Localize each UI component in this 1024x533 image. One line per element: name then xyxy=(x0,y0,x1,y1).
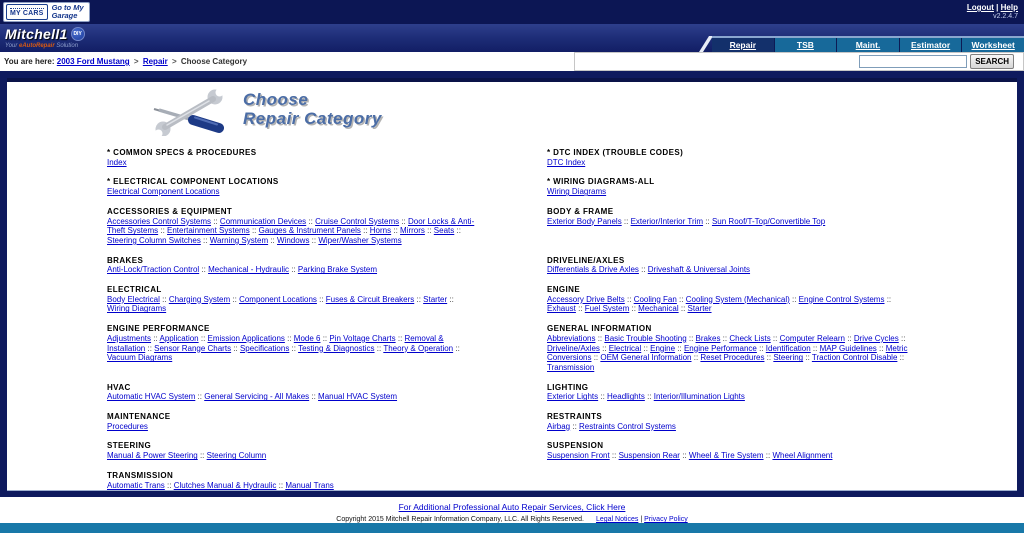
category-link[interactable]: Seats xyxy=(433,226,455,236)
link-separator: :: xyxy=(211,216,220,226)
tab-maint[interactable] xyxy=(836,38,899,52)
category-link[interactable]: Gauges & Instrument Panels xyxy=(258,226,361,236)
top-right-links xyxy=(967,3,1018,20)
link-separator: :: xyxy=(309,235,319,245)
category-links xyxy=(547,422,915,432)
link-separator: :: xyxy=(844,333,854,343)
category-row xyxy=(107,256,915,275)
category-link[interactable]: Transmission xyxy=(547,362,595,372)
category-link[interactable]: Engine Performance xyxy=(683,343,757,353)
search-panel xyxy=(574,52,1024,71)
breadcrumb-separator: > xyxy=(171,57,177,66)
link-separator: :: xyxy=(756,343,766,353)
license-plate-icon xyxy=(6,4,48,20)
logout-link[interactable]: Logout xyxy=(966,3,994,12)
tab-bar xyxy=(712,36,1024,52)
category-link[interactable]: Starter xyxy=(687,304,712,314)
link-separator: :: xyxy=(306,216,316,226)
category-link[interactable]: Cruise Control Systems xyxy=(315,216,400,226)
breadcrumb-section-link[interactable]: Repair xyxy=(142,57,168,66)
category-link[interactable]: Check Lists xyxy=(729,333,771,343)
category-links xyxy=(547,392,915,402)
category-link[interactable]: Brakes xyxy=(695,333,721,343)
category-link[interactable]: Horns xyxy=(369,226,392,236)
category-link[interactable]: Steering xyxy=(773,353,804,363)
link-separator: :: xyxy=(598,392,608,402)
category-link[interactable]: Adjustments xyxy=(107,333,152,343)
category-link[interactable]: Manual Trans xyxy=(285,480,334,490)
category-title: BRAKES xyxy=(107,255,144,265)
category-links xyxy=(107,422,475,432)
link-separator: :: xyxy=(764,353,774,363)
category-section xyxy=(107,285,475,314)
help-link[interactable]: Help xyxy=(1000,3,1018,12)
category-link[interactable]: Sensor Range Charts xyxy=(154,343,232,353)
category-link[interactable]: Body Electrical xyxy=(107,294,160,304)
breadcrumb-row xyxy=(0,52,1024,71)
category-link[interactable]: Traction Control Disable xyxy=(811,353,898,363)
category-title: LIGHTING xyxy=(547,382,589,392)
category-section xyxy=(547,412,915,431)
category-link[interactable]: Reset Procedures xyxy=(700,353,765,363)
link-separator: :: xyxy=(276,480,286,490)
category-title: DRIVELINE/AXLES xyxy=(547,255,625,265)
search-input[interactable] xyxy=(859,55,967,68)
category-link[interactable]: Exhaust xyxy=(547,304,576,314)
brand-tagline: Your eAutoRepair Solution xyxy=(5,43,79,49)
category-links xyxy=(547,334,915,373)
top-bar xyxy=(0,0,1024,24)
category-row xyxy=(107,324,915,373)
footer xyxy=(0,497,1024,523)
tab-label: TSB xyxy=(796,40,814,50)
category-link[interactable]: Index xyxy=(107,157,127,167)
category-link[interactable]: Headlights xyxy=(607,392,645,402)
category-link[interactable]: Mechanical - Hydraulic xyxy=(208,265,289,275)
category-link[interactable]: Application xyxy=(159,333,199,343)
category-link[interactable]: Suspension Front xyxy=(547,451,610,461)
page-title: Choose Repair Category xyxy=(243,90,382,128)
link-separator: :: xyxy=(770,333,780,343)
category-link[interactable]: Warning System xyxy=(209,235,269,245)
link-separator: :: xyxy=(395,333,405,343)
link-separator: :: xyxy=(575,304,585,314)
category-link[interactable]: MAP Guidelines xyxy=(819,343,877,353)
category-row xyxy=(107,207,915,246)
category-link[interactable]: Procedures xyxy=(107,421,148,431)
category-section xyxy=(547,256,915,275)
category-link[interactable]: Computer Relearn xyxy=(779,333,845,343)
link-separator: :: xyxy=(876,343,886,353)
link-separator: :: xyxy=(391,226,401,236)
main-panel xyxy=(7,78,1017,491)
category-link[interactable]: Anti-Lock/Traction Control xyxy=(107,265,200,275)
category-link[interactable]: Engine Control Systems xyxy=(798,294,885,304)
category-link[interactable]: Drive Cycles xyxy=(853,333,899,343)
link-separator: :: xyxy=(316,294,326,304)
link-separator: :: xyxy=(676,294,686,304)
category-title: GENERAL INFORMATION xyxy=(547,324,652,334)
category-link[interactable]: Electrical xyxy=(608,343,642,353)
category-link[interactable]: Component Locations xyxy=(239,294,317,304)
category-row xyxy=(107,412,915,431)
category-title: MAINTENANCE xyxy=(107,412,171,422)
category-section xyxy=(547,177,915,196)
link-separator: :: xyxy=(624,294,634,304)
category-link[interactable]: Exterior Lights xyxy=(547,392,599,402)
category-link[interactable]: Mirrors xyxy=(400,226,425,236)
search-button[interactable]: SEARCH xyxy=(970,54,1014,69)
link-separator: :: xyxy=(609,451,619,461)
category-row xyxy=(107,177,915,196)
link-separator: :: xyxy=(320,333,330,343)
content-background xyxy=(0,71,1024,497)
link-separator: :: xyxy=(360,226,370,236)
category-link[interactable]: Fuel System xyxy=(584,304,630,314)
category-link[interactable]: Removal & Installation xyxy=(107,333,444,353)
mitchell1-logo xyxy=(5,26,85,49)
breadcrumb-vehicle-link[interactable]: 2003 Ford Mustang xyxy=(56,57,130,66)
tab-estimator[interactable] xyxy=(899,38,962,52)
category-link[interactable]: Theory & Operation xyxy=(383,343,454,353)
category-link[interactable]: Steering Column Switches xyxy=(107,235,201,245)
link-separator: :: xyxy=(200,235,210,245)
breadcrumb xyxy=(4,57,247,66)
category-links xyxy=(547,158,915,168)
category-section xyxy=(547,383,915,402)
category-link[interactable]: Mode 6 xyxy=(293,333,321,343)
category-title: * WIRING DIAGRAMS-ALL xyxy=(547,177,655,187)
category-link[interactable]: DTC Index xyxy=(547,157,586,167)
category-row xyxy=(107,383,915,402)
link-separator: :: xyxy=(599,343,609,353)
category-link[interactable]: Windows xyxy=(277,235,310,245)
category-link[interactable]: Testing & Diagnostics xyxy=(298,343,375,353)
category-title: ACCESSORIES & EQUIPMENT xyxy=(107,206,233,216)
category-link[interactable]: Wiring Diagrams xyxy=(107,304,167,314)
link-separator: :: xyxy=(803,353,812,363)
category-link[interactable]: Basic Trouble Shooting xyxy=(604,333,687,343)
category-link[interactable]: Wiring Diagrams xyxy=(547,187,607,197)
category-link[interactable]: Exterior Body Panels xyxy=(547,216,622,226)
link-separator: :: xyxy=(641,343,651,353)
category-row xyxy=(107,441,915,460)
link-separator: :: xyxy=(453,343,460,353)
copyright-text: Copyright 2015 Mitchell Repair Information Company, LLC. All Rights Reserved. xyxy=(336,516,585,523)
breadcrumb-prefix: You are here: xyxy=(4,57,55,66)
link-separator: :: xyxy=(145,343,155,353)
plate-decoration xyxy=(10,8,44,9)
link-separator: :: xyxy=(374,343,384,353)
category-title: RESTRAINTS xyxy=(547,412,603,422)
link-separator: :: xyxy=(763,451,773,461)
category-section xyxy=(547,207,915,246)
tab-label: Maint. xyxy=(855,40,881,50)
tab-tsb[interactable] xyxy=(774,38,837,52)
link-separator: :: xyxy=(678,304,688,314)
link-separator: :: xyxy=(675,343,684,353)
category-section xyxy=(107,177,475,196)
bottom-teal-bar xyxy=(0,523,1024,533)
tab-repair[interactable] xyxy=(712,38,774,52)
link-separator: :: xyxy=(884,294,892,304)
tab-label: Repair xyxy=(729,40,757,50)
category-link[interactable]: Suspension Rear xyxy=(618,451,680,461)
category-title: ENGINE xyxy=(547,285,581,295)
category-links xyxy=(547,265,915,275)
footer-divider: | xyxy=(640,516,643,523)
category-section xyxy=(107,383,475,402)
category-link[interactable]: Starter xyxy=(423,294,448,304)
page-header xyxy=(149,88,382,136)
category-links xyxy=(107,334,475,363)
version-label: v2.2.4.7 xyxy=(993,13,1018,20)
link-separator: :: xyxy=(591,353,601,363)
plate-label: MY CARS xyxy=(10,10,44,17)
link-separator: :: xyxy=(638,265,648,275)
category-row xyxy=(107,148,915,167)
category-title: * ELECTRICAL COMPONENT LOCATIONS xyxy=(107,177,279,187)
category-link[interactable]: Accessory Drive Belts xyxy=(547,294,625,304)
category-link[interactable]: Abbreviations xyxy=(547,333,596,343)
link-divider: | xyxy=(996,3,999,12)
category-link[interactable]: Clutches Manual & Hydraulic xyxy=(173,480,277,490)
diagonal-divider xyxy=(699,36,713,52)
category-title: SUSPENSION xyxy=(547,441,604,451)
category-link[interactable]: Automatic Trans xyxy=(107,480,165,490)
breadcrumb-separator: > xyxy=(133,57,139,66)
link-separator: :: xyxy=(231,343,240,353)
category-link[interactable]: Wheel Alignment xyxy=(772,451,833,461)
link-separator: :: xyxy=(691,353,701,363)
link-separator: :: xyxy=(679,451,689,461)
tab-label: Worksheet xyxy=(971,40,1015,50)
category-link[interactable]: Electrical Component Locations xyxy=(107,187,220,197)
link-separator: :: xyxy=(197,451,207,461)
breadcrumb-current: Choose Category xyxy=(180,57,248,66)
link-separator: :: xyxy=(151,333,160,343)
category-link[interactable]: Identification xyxy=(765,343,811,353)
link-separator: :: xyxy=(595,333,605,343)
link-separator: :: xyxy=(621,216,631,226)
category-link[interactable]: Communication Devices xyxy=(219,216,307,226)
link-separator: :: xyxy=(686,333,696,343)
category-link[interactable]: Interior/Illumination Lights xyxy=(653,392,745,402)
tab-worksheet[interactable] xyxy=(961,38,1024,52)
link-separator: :: xyxy=(570,421,580,431)
privacy-policy-link[interactable]: Privacy Policy xyxy=(644,516,688,523)
category-title: BODY & FRAME xyxy=(547,206,614,216)
category-link[interactable]: Driveshaft & Universal Joints xyxy=(647,265,751,275)
category-links xyxy=(547,451,915,461)
category-section xyxy=(107,207,475,246)
category-title: HVAC xyxy=(107,382,131,392)
category-link[interactable]: General Servicing - All Makes xyxy=(204,392,310,402)
category-link[interactable]: OEM General Information xyxy=(600,353,692,363)
category-section xyxy=(107,441,475,460)
link-separator: :: xyxy=(309,392,319,402)
category-links xyxy=(107,187,475,197)
category-link[interactable]: Differentials & Drive Axles xyxy=(547,265,639,275)
link-separator: :: xyxy=(159,294,169,304)
link-separator: :: xyxy=(424,226,434,236)
link-separator: :: xyxy=(199,265,209,275)
category-link[interactable]: Sun Roof/T-Top/Convertible Top xyxy=(711,216,826,226)
link-separator: :: xyxy=(454,226,461,236)
category-link[interactable]: Pin Voltage Charts xyxy=(329,333,396,343)
link-separator: :: xyxy=(158,226,168,236)
category-section xyxy=(547,471,915,490)
category-link[interactable]: Manual & Power Steering xyxy=(107,451,198,461)
logo-bar xyxy=(0,24,1024,52)
link-separator: :: xyxy=(284,333,294,343)
category-link[interactable]: Engine xyxy=(650,343,676,353)
go-to-my-garage-label: Go to My Garage xyxy=(51,3,84,20)
category-link[interactable]: Parking Brake System xyxy=(297,265,378,275)
category-link[interactable]: Vacuum Diagrams xyxy=(107,353,173,363)
link-separator: :: xyxy=(447,294,454,304)
my-cars-garage-button[interactable] xyxy=(3,2,90,22)
tab-label: Estimator xyxy=(910,40,951,50)
link-separator: :: xyxy=(789,294,799,304)
category-link[interactable]: Entertainment Systems xyxy=(167,226,250,236)
link-separator: :: xyxy=(810,343,820,353)
diy-badge-icon: DIY xyxy=(71,27,85,41)
category-section xyxy=(107,148,475,167)
category-links xyxy=(547,187,915,197)
link-separator: :: xyxy=(268,235,277,245)
link-separator: :: xyxy=(897,353,905,363)
copyright-line xyxy=(0,516,1024,523)
category-links xyxy=(107,451,475,461)
link-separator: :: xyxy=(249,226,259,236)
category-links xyxy=(107,392,475,402)
category-link[interactable]: Emission Applications xyxy=(207,333,285,343)
category-link[interactable]: Charging System xyxy=(168,294,231,304)
link-separator: :: xyxy=(198,333,208,343)
category-link[interactable]: Cooling Fan xyxy=(633,294,677,304)
category-title: TRANSMISSION xyxy=(107,470,174,480)
category-link[interactable]: Metric Conversions xyxy=(547,343,908,363)
category-links xyxy=(107,217,475,246)
category-section xyxy=(107,412,475,431)
link-separator: :: xyxy=(230,294,240,304)
category-section xyxy=(107,256,475,275)
category-links xyxy=(107,481,475,491)
category-title: ENGINE PERFORMANCE xyxy=(107,324,210,334)
category-link[interactable]: Specifications xyxy=(239,343,290,353)
category-link[interactable]: Restraints Control Systems xyxy=(579,421,676,431)
category-link[interactable]: Wiper/Washer Systems xyxy=(318,235,402,245)
category-link[interactable]: Automatic HVAC System xyxy=(107,392,196,402)
category-title: STEERING xyxy=(107,441,152,451)
category-link[interactable]: Manual HVAC System xyxy=(318,392,398,402)
category-link[interactable]: Mechanical xyxy=(638,304,679,314)
brand-name: Mitchell1 xyxy=(5,26,68,42)
category-link[interactable]: Exterior/Interior Trim xyxy=(630,216,704,226)
link-separator: :: xyxy=(720,333,730,343)
category-link[interactable]: Accessories Control Systems xyxy=(107,216,212,226)
category-row xyxy=(107,471,915,490)
category-link[interactable]: Driveline/Axles xyxy=(547,343,600,353)
category-link[interactable]: Steering Column xyxy=(206,451,267,461)
link-separator: :: xyxy=(898,333,906,343)
category-row xyxy=(107,285,915,314)
category-link[interactable]: Airbag xyxy=(547,421,571,431)
link-separator: :: xyxy=(399,216,408,226)
link-separator: :: xyxy=(289,343,299,353)
link-separator: :: xyxy=(644,392,654,402)
link-separator: :: xyxy=(164,480,174,490)
crossed-tools-icon xyxy=(149,88,231,136)
category-links xyxy=(107,158,475,168)
category-link[interactable]: Door Locks & Anti-Theft Systems xyxy=(107,216,475,236)
category-links xyxy=(547,295,915,314)
category-title: * DTC INDEX (TROUBLE CODES) xyxy=(547,148,684,157)
category-link[interactable]: Fuses & Circuit Breakers xyxy=(325,294,415,304)
category-title: * COMMON SPECS & PROCEDURES xyxy=(107,148,257,157)
category-link[interactable]: Cooling System (Mechanical) xyxy=(685,294,790,304)
category-section xyxy=(107,324,475,373)
category-grid xyxy=(107,148,915,500)
legal-notices-link[interactable]: Legal Notices xyxy=(595,516,639,523)
category-links xyxy=(547,217,915,227)
category-section xyxy=(547,148,915,167)
category-section xyxy=(107,471,475,490)
category-link[interactable]: Wheel & Tire System xyxy=(688,451,764,461)
category-links xyxy=(107,265,475,275)
category-section xyxy=(547,441,915,460)
category-section xyxy=(547,324,915,373)
link-separator: :: xyxy=(289,265,298,275)
link-separator: :: xyxy=(414,294,424,304)
link-separator: :: xyxy=(195,392,205,402)
link-separator: :: xyxy=(629,304,639,314)
link-separator: :: xyxy=(703,216,712,226)
category-links xyxy=(107,295,475,314)
category-title: ELECTRICAL xyxy=(107,285,162,295)
category-section xyxy=(547,285,915,314)
additional-services-link[interactable]: For Additional Professional Auto Repair Services, Click Here xyxy=(398,502,626,512)
